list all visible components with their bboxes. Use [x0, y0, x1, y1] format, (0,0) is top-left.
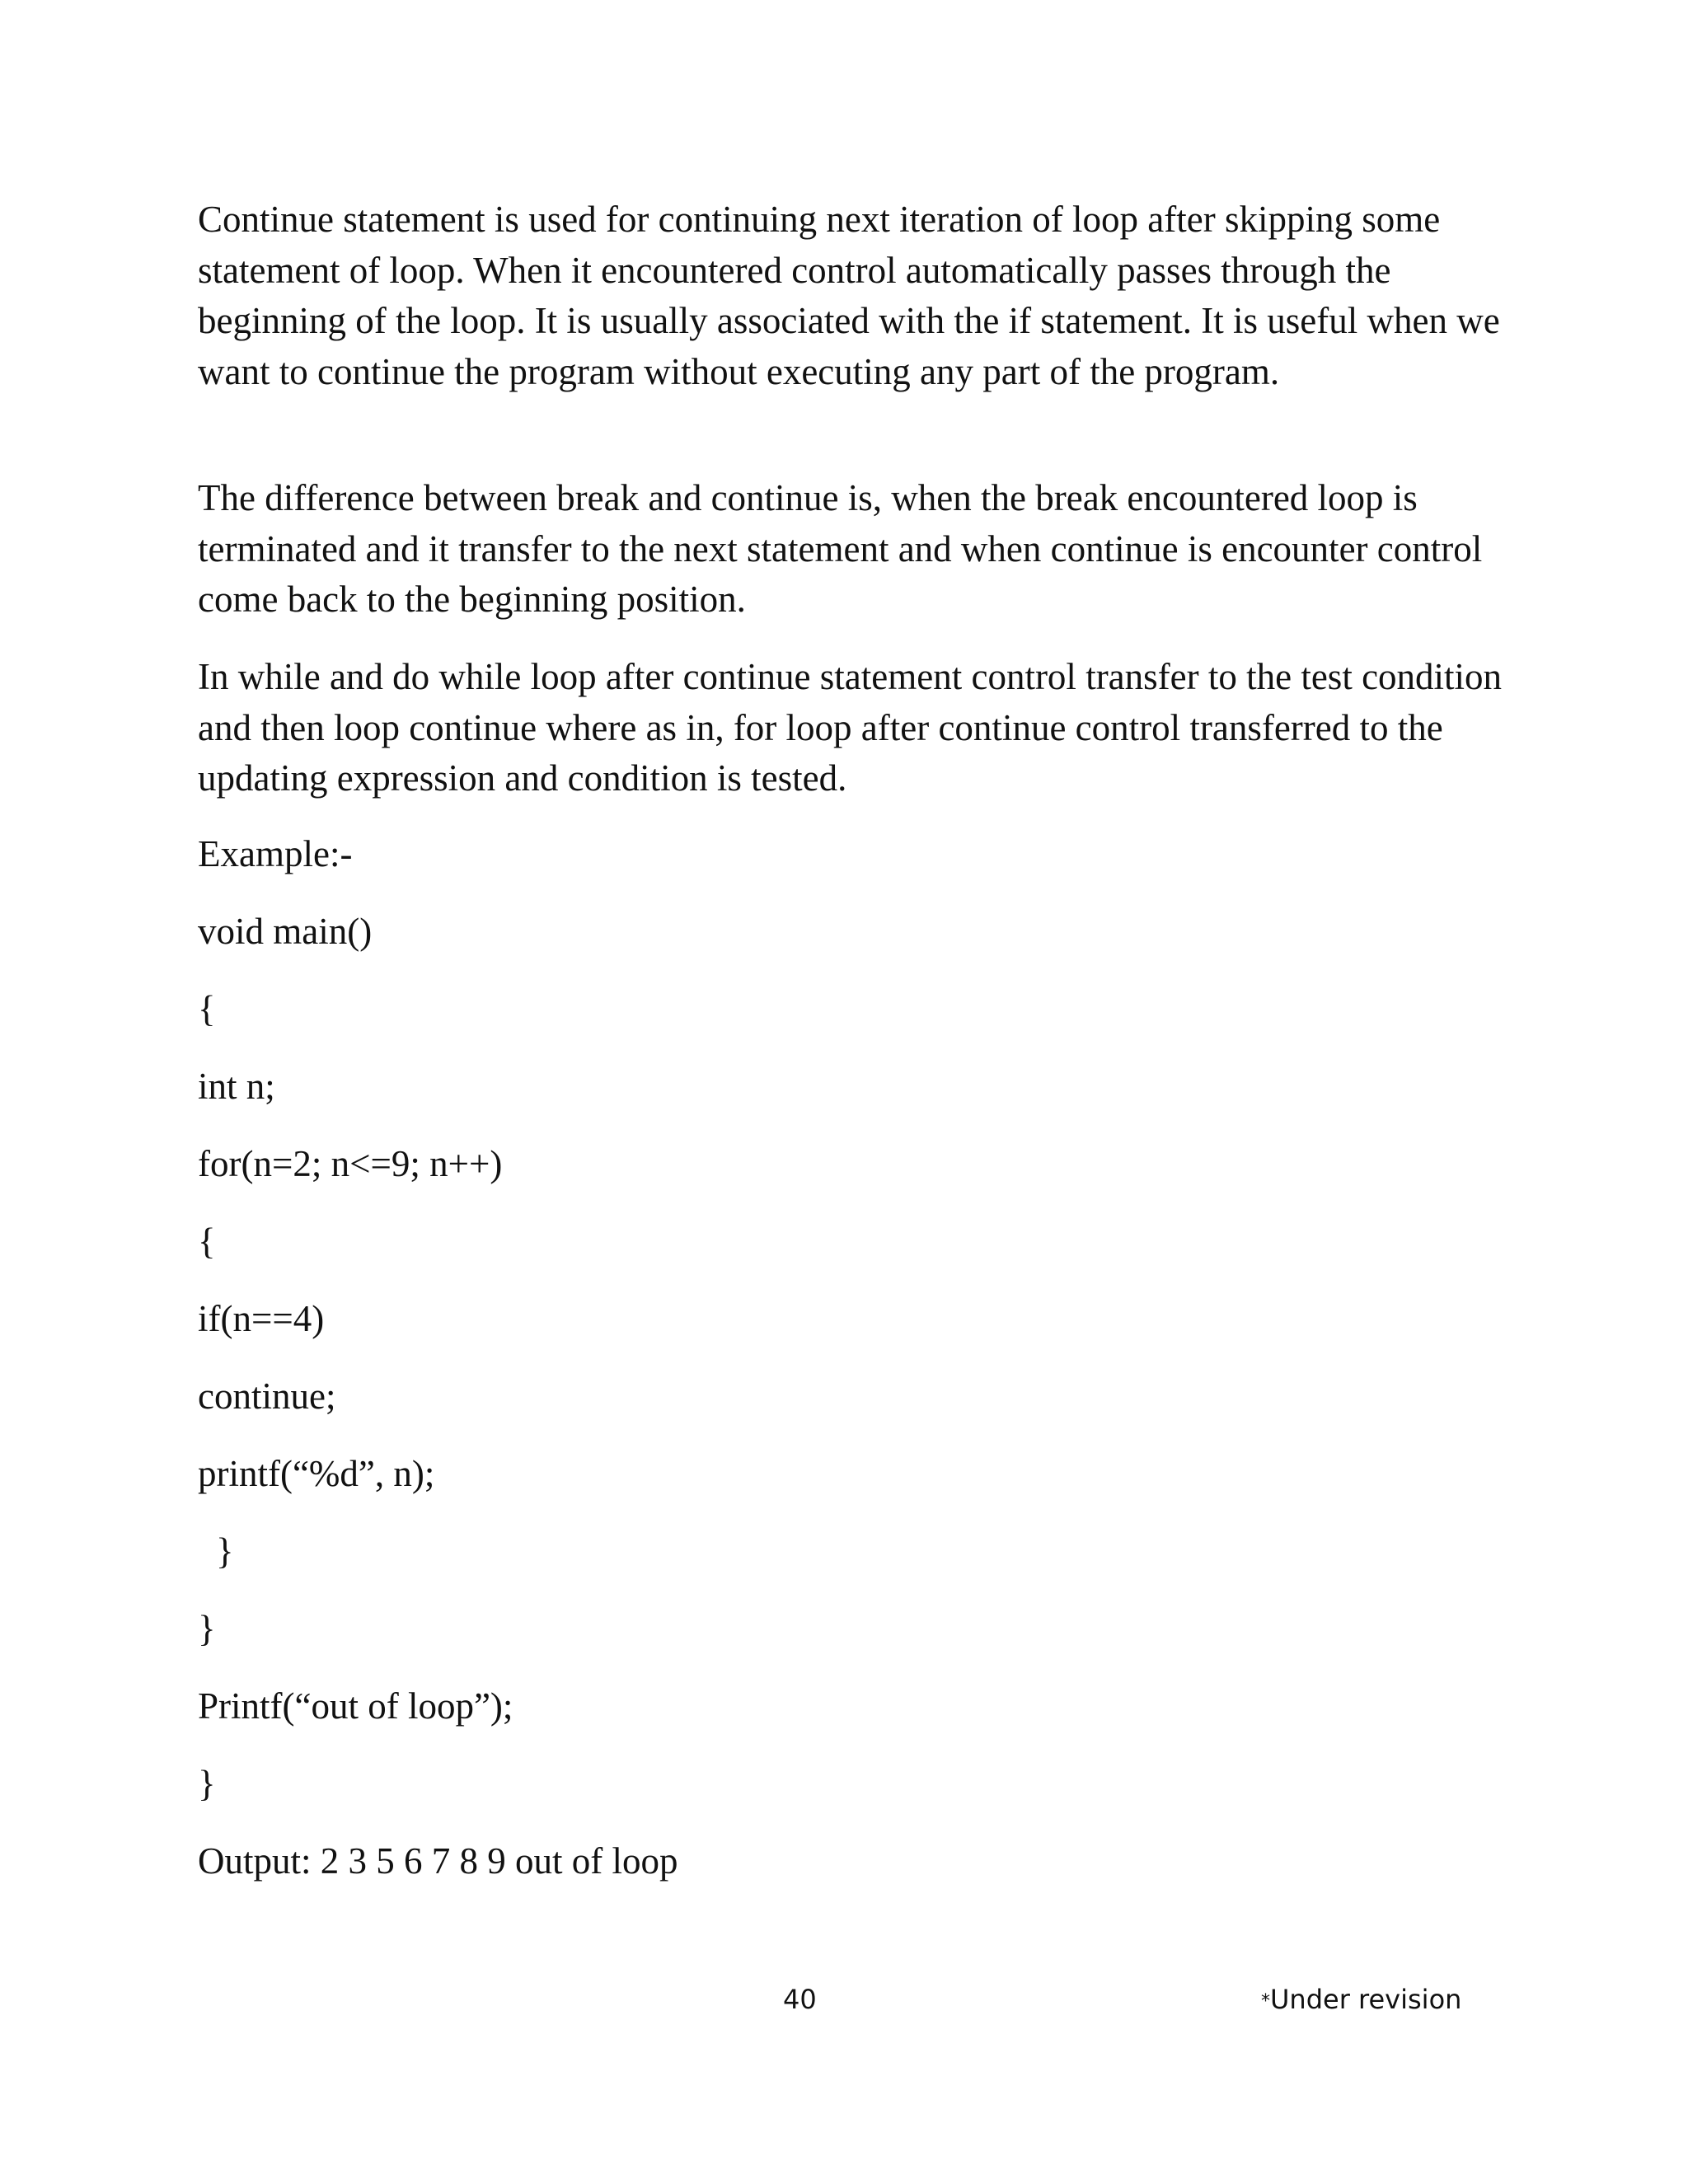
code-line: { — [198, 1221, 216, 1262]
code-line: printf(“%d”, n); — [198, 1453, 435, 1494]
revision-note — [1261, 1983, 1461, 2018]
code-line: } — [198, 1608, 216, 1649]
example-label: Example:- — [198, 833, 353, 874]
code-line: continue; — [198, 1376, 336, 1417]
code-line: int n; — [198, 1066, 275, 1107]
paragraph-loop-behavior: In while and do while loop after continue statement control transfer to the test condition and then loop continue where as in, for loop after continue control transferred to the updating expression and condition is tested. — [198, 656, 1503, 799]
code-line: } — [216, 1530, 234, 1572]
paragraph-continue-definition: Continue statement is used for continuing next iteration of loop after skipping some statement of loop. When it encountered control automatically passes through the beginning of the loop. It is usually associated with the if statement. It is useful when we want to continue the program without executing any part of the program. — [198, 199, 1500, 392]
revision-star: * — [1261, 1991, 1270, 2012]
code-line: for(n=2; n<=9; n++) — [198, 1143, 503, 1184]
page-number: 40 — [783, 1984, 817, 2015]
revision-note-text: Under revision — [1270, 1984, 1462, 2015]
code-line: if(n==4) — [198, 1298, 325, 1339]
code-line: { — [198, 988, 216, 1029]
code-line: void main() — [198, 911, 373, 952]
code-line: Printf(“out of loop”); — [198, 1685, 513, 1727]
paragraph-break-vs-continue: The difference between break and continue is, when the break encountered loop is terminated and it transfer to the next statement and when continue is encounter control come back to the beginning position. — [198, 477, 1483, 620]
code-line: } — [198, 1763, 216, 1804]
output-line: Output: 2 3 5 6 7 8 9 out of loop — [198, 1840, 678, 1882]
